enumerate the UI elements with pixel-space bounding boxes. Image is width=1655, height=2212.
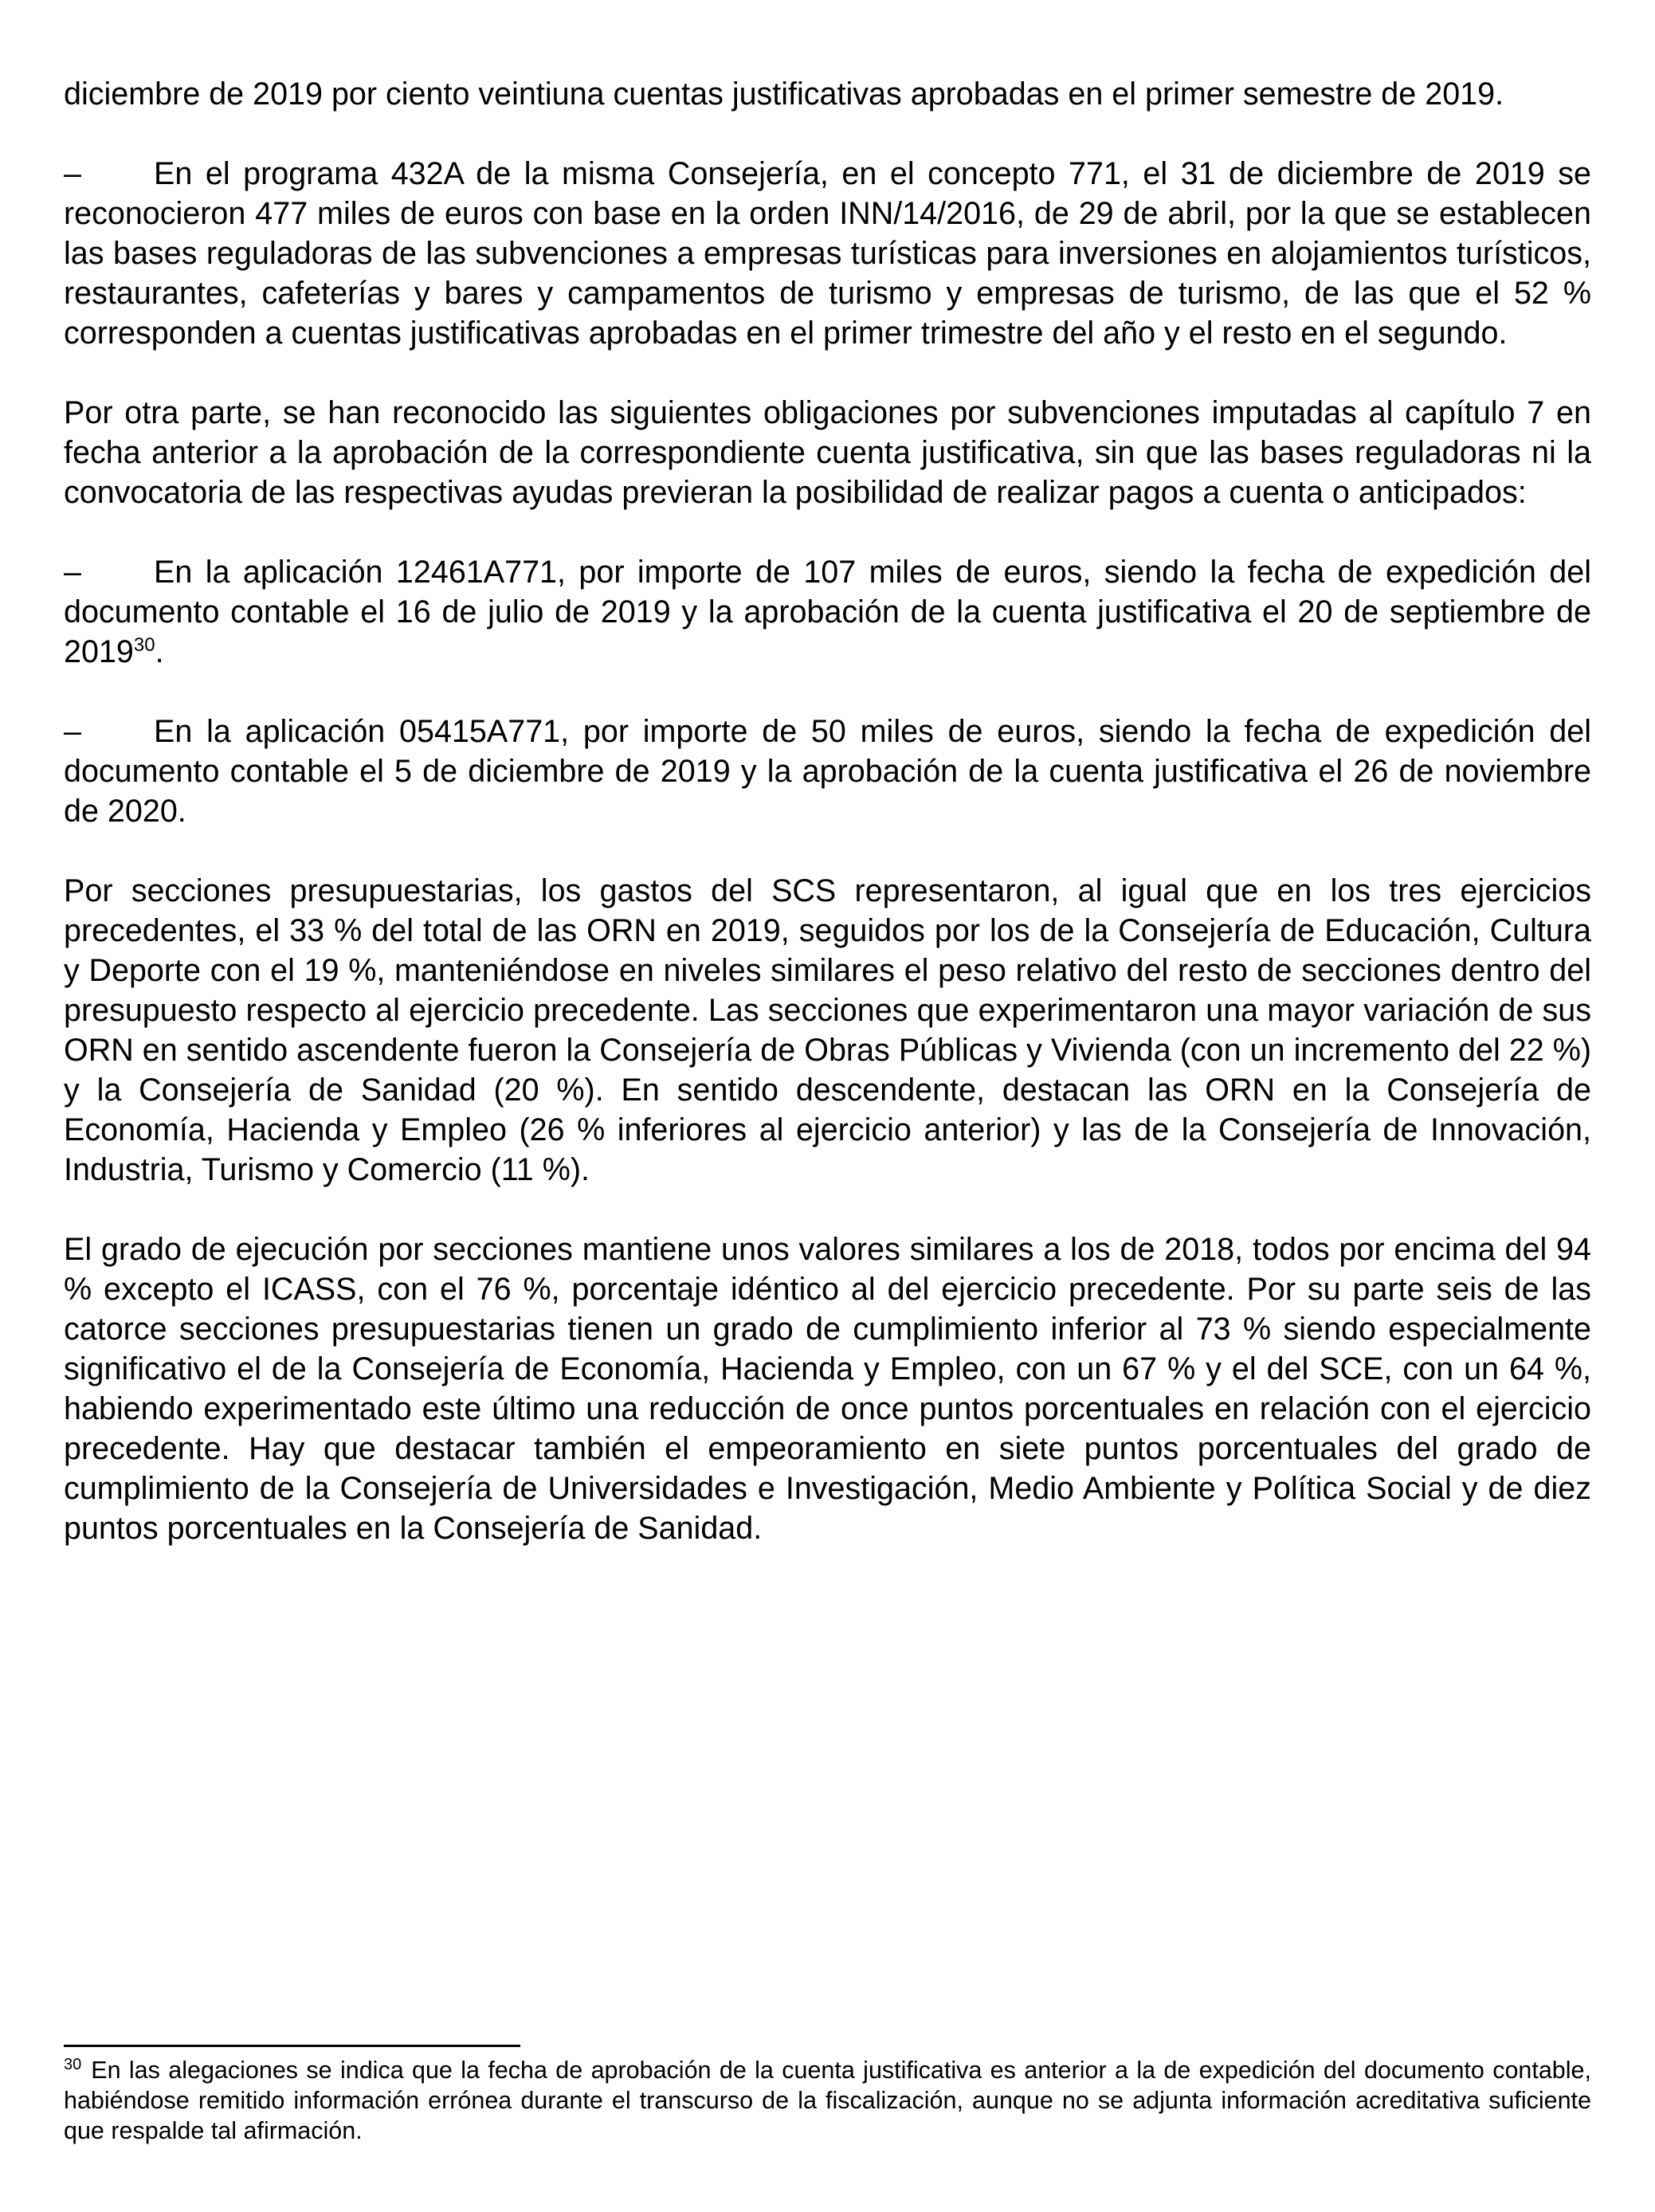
dash-marker: – xyxy=(64,156,81,191)
list-item-end: . xyxy=(155,634,164,669)
list-item-programa-432a xyxy=(64,154,1591,353)
footnote-text: En las alegaciones se indica que la fecha de aprobación de la cuenta justificativa es anterior a la de expedición del documento contable, habiéndose remitido información errónea durante el transcurso de la fiscalización, aunque no se adjunta información acreditativa suficiente que respalde tal afirmación. xyxy=(64,2057,1591,2144)
footnote xyxy=(64,2055,1591,2146)
footnote-reference[interactable]: 30 xyxy=(133,633,155,656)
footnote-separator xyxy=(64,2045,520,2047)
paragraph-obligaciones: Por otra parte, se han reconocido las siguientes obligaciones por subvenciones imputadas al capítulo 7 en fecha anterior a la aprobación de la correspondiente cuenta justificativa, sin que las bases reguladoras ni la convocatoria de las respectivas ayudas previeran la posibilidad de realizar pagos a cuenta o anticipados: xyxy=(64,395,1591,510)
dash-marker: – xyxy=(64,555,81,590)
list-item-text: En la aplicación 12461A771, por importe de 107 miles de euros, siendo la fecha de expedición del documento contable el 16 de julio de 2019 y la aprobación de la cuenta justificativa el 20 de septiembre de 2019 xyxy=(64,555,1591,669)
list-item-text: En el programa 432A de la misma Consejería, en el concepto 771, el 31 de diciembre de 2019 se reconocieron 477 miles de euros con base en la orden INN/14/2016, de 29 de abril, por la que se establecen las bases reguladoras de las subvenciones a empresas turísticas para inversiones en alojamientos turísticos, restaurantes, cafeterías y bares y campamentos de turismo y empresas de turismo, de las que el 52 % corresponden a cuentas justificativas aprobadas en el primer trimestre del año y el resto en el segundo. xyxy=(64,156,1591,351)
list-item-aplicacion-12461a771 xyxy=(64,552,1591,672)
list-item-aplicacion-05415a771 xyxy=(64,712,1591,831)
footnote-number: 30 xyxy=(64,2055,82,2073)
dash-marker: – xyxy=(64,714,81,749)
paragraph-continuation: diciembre de 2019 por ciento veintiuna cuentas justificativas aprobadas en el primer semestre de 2019. xyxy=(64,76,1504,112)
list-item-text: En la aplicación 05415A771, por importe de 50 miles de euros, siendo la fecha de expedición del documento contable el 5 de diciembre de 2019 y la aprobación de la cuenta justificativa el 26 de noviembre de 2020. xyxy=(64,714,1591,829)
paragraph-secciones-presupuestarias: Por secciones presupuestarias, los gastos del SCS representaron, al igual que en los tres ejercicios precedentes, el 33 % del total de las ORN en 2019, seguidos por los de la Consejería de Educación, Cultura y Deporte con el 19 %, manteniéndose en niveles similares el peso relativo del resto de secciones dentro del presupuesto respecto al ejercicio precedente. Las secciones que experimentaron una mayor variación de sus ORN en sentido ascendente fueron la Consejería de Obras Públicas y Vivienda (con un incremento del 22 %) y la Consejería de Sanidad (20 %). En sentido descendente, destacan las ORN en la Consejería de Economía, Hacienda y Empleo (26 % inferiores al ejercicio anterior) y las de la Consejería de Innovación, Industria, Turismo y Comercio (11 %). xyxy=(64,873,1591,1187)
document-body xyxy=(64,74,1591,1588)
paragraph-grado-de-ejecucion: El grado de ejecución por secciones mantiene unos valores similares a los de 2018, todos por encima del 94 % excepto el ICASS, con el 76 %, porcentaje idéntico al del ejercicio precedente. Por su parte seis de las catorce secciones presupuestarias tienen un grado de cumplimiento inferior al 73 % siendo especialmente significativo el de la Consejería de Economía, Hacienda y Empleo, con un 67 % y el del SCE, con un 64 %, habiendo experimentado este último una reducción de once puntos porcentuales en relación con el ejercicio precedente. Hay que destacar también el empeoramiento en siete puntos porcentuales del grado de cumplimiento de la Consejería de Universidades e Investigación, Medio Ambiente y Política Social y de diez puntos porcentuales en la Consejería de Sanidad. xyxy=(64,1232,1591,1546)
